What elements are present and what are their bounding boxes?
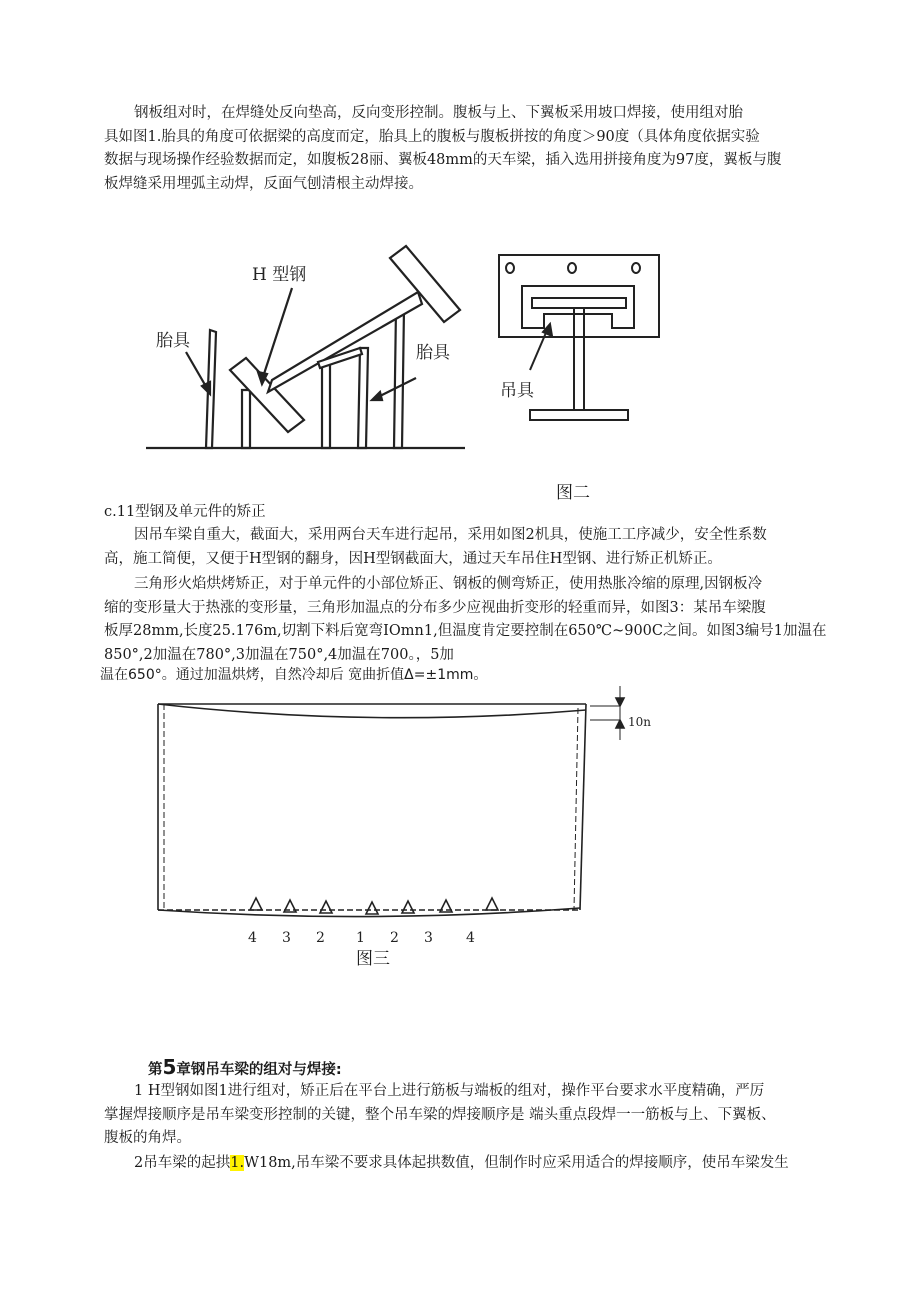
h-beam-web [268,292,422,392]
hanger-hole [632,263,640,273]
text-line: 掌握焊接顺序是吊车梁变形控制的关键，整个吊车梁的焊接顺序是 端头重点段焊一一筋板与上、下翼板、 [104,1106,776,1123]
plate-top-curve [158,704,586,718]
text-line: 板焊缝采用埋弧主动焊，反面气刨清根主动焊接。 [104,175,423,192]
text-line: 1 H型钢如图1进行组对，矫正后在平台上进行筋板与端板的组对，操作平台要求水平度精确，严厉 [134,1083,765,1099]
section-c-title: c.11型钢及单元件的矫正 [104,504,266,520]
text-line: 850°,2加温在780°,3加温在750°,4加温在700。，5加 [104,646,454,663]
text-line: 缩的变形量大于热涨的变形量，三角形加温点的分布多少应视曲折变形的轻重而异，如图3：某吊车梁腹 [104,599,766,616]
figure-1-jig-diagram [140,230,470,455]
flame-paragraph-last-line: 温在650°。通过加温烘烤，自然冷却后 宽曲折值Δ=±1mm。 [100,667,488,683]
intro-paragraph [104,102,820,196]
text-line: 因吊车梁自重大，截面大，采用两台天车进行起吊，采用如图2机具，使施工工序减少，安全性系数 [134,527,767,543]
beam-top-flange [532,298,626,308]
chapter-5-paragraph-1 [104,1080,820,1151]
point-label: 4 [248,930,257,946]
chapter-5-paragraph-2 [104,1152,820,1176]
text-after: W18m,吊车梁不要求具体起拱数值，但制作时应采用适合的焊接顺序，使吊车梁发生 [244,1155,789,1171]
figure-3-caption: 图三 [356,949,390,969]
dimension-label: 10n [628,715,651,729]
label-jig-left: 胎具 [156,331,190,351]
label-hanger: 吊具 [500,381,534,401]
chapter-number: 5 [162,1055,177,1079]
point-label: 2 [390,930,399,946]
text-line: 数据与现场操作经验数据而定，如腹板28丽、翼板48mm的天车梁，插入选用拼接角度为97度，翼板与腹 [104,152,782,169]
point-label: 4 [466,930,475,946]
point-label: 3 [424,930,433,946]
hanger-hole [568,263,576,273]
text-line: 板厚28mm,长度25.176m,切割下料后宽弯IOmn1,但温度肯定要控制在650℃~900C之间。如图3编号1加温在 [104,623,827,640]
figure-3-plate-diagram [150,680,670,950]
arrow-hanger [530,328,548,370]
right-jig-post-1 [322,362,330,448]
beam-bottom-flange [530,410,628,420]
text-line: 具如图1.胎具的角度可依据梁的高度而定，胎具上的腹板与腹板拼按的角度＞90度（具体角度依据实验 [104,128,760,145]
right-jig-post-3 [394,308,404,448]
text-line: 腹板的角焊。 [104,1130,191,1147]
text-line: 高，施工简便，又便于H型钢的翻身，因H型钢截面大，通过天车吊住H型钢、进行矫正机矫正。 [104,550,722,567]
heating-triangle [250,898,262,910]
hanger-hole [506,263,514,273]
left-jig-post-short [242,390,250,448]
figure-2-hanger-diagram [494,250,664,450]
right-jig-post-2 [358,348,368,448]
figure-2-caption: 图二 [556,483,590,503]
text-line: 三角形火焰烘烤矫正，对于单元件的小部位矫正、钢板的侧弯矫正，使用热胀冷缩的原理,因钢板冷 [134,576,763,592]
highlighted-text: 1. [230,1155,245,1171]
heating-triangle [366,902,378,914]
heating-triangle [486,898,498,910]
arrow-steel [262,288,292,380]
point-label: 3 [282,930,291,946]
chapter-prefix: 第 [148,1062,163,1078]
label-h-steel: H 型钢 [252,265,307,285]
text-before: 2吊车梁的起拱 [134,1155,231,1171]
text-line [104,1152,820,1176]
beam-web [574,308,584,410]
straighten-paragraph [104,524,820,571]
label-jig-right: 胎具 [416,343,450,363]
chapter-5-heading [148,1055,342,1079]
plate-right-edge [580,704,586,910]
flame-paragraph [104,573,827,667]
text-line: 钢板组对时，在焊缝处反向垫高，反向变形控制。腹板与上、下翼板采用坡口焊接，使用组对胎 [134,105,743,121]
heating-triangle [402,901,414,913]
heating-triangle [320,901,332,913]
chapter-title: 章钢吊车梁的组对与焊接: [176,1062,342,1078]
point-label: 1 [356,930,365,946]
point-label: 2 [316,930,325,946]
